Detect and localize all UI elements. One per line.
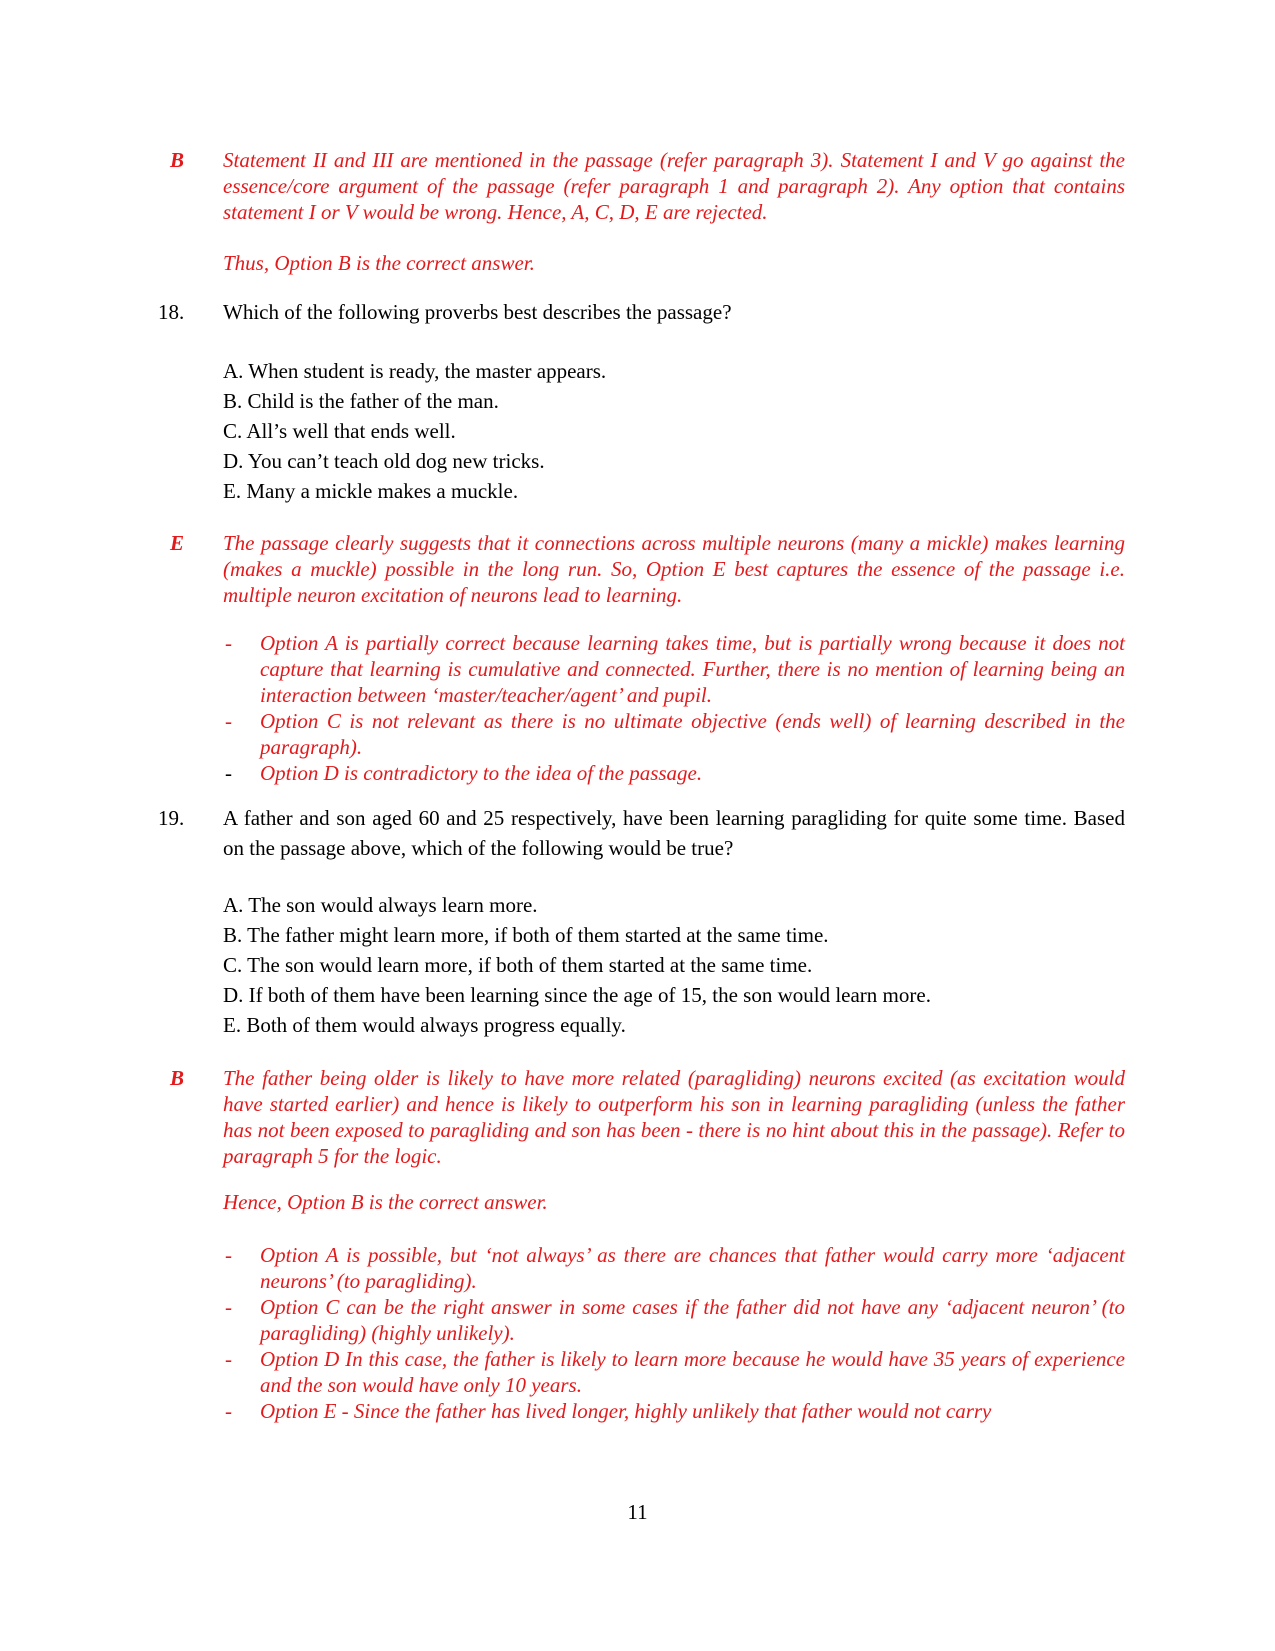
bullet-dash: - (225, 1399, 232, 1423)
q19-options (223, 890, 931, 1040)
q19-number: 19. (158, 806, 185, 830)
q19-option-b: B. The father might learn more, if both of them started at the same time. (223, 923, 829, 947)
q18-question: Which of the following proverbs best describes the passage? (223, 300, 732, 324)
q19-answer-letter: B (170, 1066, 185, 1090)
q18-option-b: B. Child is the father of the man. (223, 389, 499, 413)
q18-option-e: E. Many a mickle makes a muckle. (223, 479, 519, 503)
q19-option-a: A. The son would always learn more. (223, 893, 538, 917)
q18-option-a: A. When student is ready, the master appears. (223, 359, 607, 383)
q18-note-c-text: Option C is not relevant as there is no ultimate objective (ends well) of learning described in the paragraph). (260, 709, 1125, 759)
q18-answer-letter: E (170, 531, 185, 555)
q18-option-d: D. You can’t teach old dog new tricks. (223, 449, 545, 473)
q17-conclusion: Thus, Option B is the correct answer. (223, 251, 535, 275)
q18-explanation: The passage clearly suggests that it connections across multiple neurons (many a mickle) makes learning (makes a muckle) possible in the long run. So, Option E best captures the essence of the passage i.e. multiple neuron excitation of neurons lead to learning. (223, 531, 1125, 607)
q19-note-e (223, 1398, 1125, 1424)
q19-notes (223, 1242, 1125, 1424)
q18-notes (223, 630, 1125, 786)
q19-option-e: E. Both of them would always progress equally. (223, 1013, 626, 1037)
bullet-dash: - (225, 1243, 232, 1267)
q19-question: A father and son aged 60 and 25 respectively, have been learning paragliding for quite some time. Based on the passage above, which of the following would be true? (223, 806, 1125, 860)
q19-note-d (223, 1346, 1125, 1398)
q19-conclusion: Hence, Option B is the correct answer. (223, 1190, 548, 1214)
q19-option-c: C. The son would learn more, if both of them started at the same time. (223, 953, 813, 977)
q18-number: 18. (158, 300, 185, 324)
q18-note-a-text: Option A is partially correct because learning takes time, but is partially wrong because it does not capture that learning is cumulative and connected. Further, there is no mention of learning being an interaction between ‘master/teacher/agent’ and pupil. (260, 631, 1125, 707)
bullet-dash: - (225, 761, 232, 785)
q18-note-d-text: Option D is contradictory to the idea of the passage. (260, 761, 703, 785)
bullet-dash: - (225, 1295, 232, 1319)
q18-option-c: C. All’s well that ends well. (223, 419, 456, 443)
bullet-dash: - (225, 709, 232, 733)
q19-note-c-text: Option C can be the right answer in some cases if the father did not have any ‘adjacent neuron’ (to paragliding) (highly unlikely). (260, 1295, 1125, 1345)
q18-options (223, 356, 606, 506)
q17-answer-letter: B (170, 148, 185, 172)
q18-note-c (223, 708, 1125, 760)
q18-note-a (223, 630, 1125, 708)
q19-explanation: The father being older is likely to have more related (paragliding) neurons excited (as excitation would have started earlier) and hence is likely to outperform his son in learning paragliding (unless the father has not been exposed to paragliding and son has been - there is no hint about this in the passage). Refer to paragraph 5 for the logic. (223, 1066, 1125, 1168)
q19-note-c (223, 1294, 1125, 1346)
q19-note-a-text: Option A is possible, but ‘not always’ as there are chances that father would carry more ‘adjacent neurons’ (to paragliding). (260, 1243, 1125, 1293)
q18-note-d (223, 760, 1125, 786)
bullet-dash: - (225, 1347, 232, 1371)
q19-note-a (223, 1242, 1125, 1294)
q19-note-e-text: Option E - Since the father has lived longer, highly unlikely that father would not carry (260, 1399, 992, 1423)
bullet-dash: - (225, 631, 232, 655)
q17-explanation: Statement II and III are mentioned in the passage (refer paragraph 3). Statement I and V go against the essence/core argument of the passage (refer paragraph 1 and paragraph 2). Any option that contains statement I or V would be wrong. Hence, A, C, D, E are rejected. (223, 148, 1125, 224)
q19-option-d: D. If both of them have been learning since the age of 15, the son would learn more. (223, 983, 931, 1007)
page-number: 11 (627, 1500, 648, 1524)
q19-note-d-text: Option D In this case, the father is likely to learn more because he would have 35 years of experience and the son would have only 10 years. (260, 1347, 1125, 1397)
